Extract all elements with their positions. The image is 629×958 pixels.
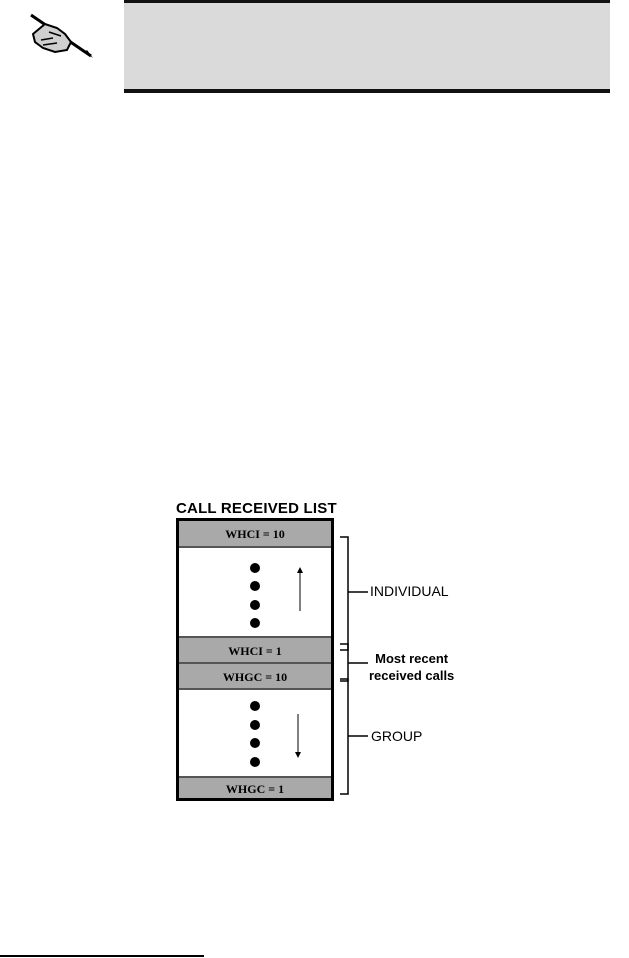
list-dot xyxy=(250,701,260,711)
band-whci-10: WHCI = 10 xyxy=(179,521,331,548)
list-dot xyxy=(250,563,260,573)
arrow-down-icon xyxy=(294,714,302,758)
pen-hand-icon xyxy=(27,12,95,60)
band-whgc-1: WHGC = 1 xyxy=(179,776,331,798)
individual-bracket xyxy=(338,536,370,652)
group-label: GROUP xyxy=(371,728,423,744)
list-dot xyxy=(250,581,260,591)
footnote-separator xyxy=(0,955,204,957)
recent-bracket xyxy=(338,643,370,683)
most-recent-line2: received calls xyxy=(369,668,455,683)
note-box xyxy=(124,0,610,93)
most-recent-label xyxy=(369,650,454,684)
list-dot xyxy=(250,618,260,628)
list-dot xyxy=(250,738,260,748)
arrow-up-icon xyxy=(296,567,304,611)
list-dot xyxy=(250,720,260,730)
individual-label: INDIVIDUAL xyxy=(370,583,449,599)
group-bracket xyxy=(338,678,370,796)
list-dot xyxy=(250,600,260,610)
figure-title: CALL RECEIVED LIST xyxy=(176,500,337,517)
most-recent-line1: Most recent xyxy=(375,651,449,666)
call-received-list xyxy=(176,518,334,801)
band-whgc-10: WHGC = 10 xyxy=(179,664,331,690)
band-whci-1: WHCI = 1 xyxy=(179,636,331,664)
list-dot xyxy=(250,757,260,767)
